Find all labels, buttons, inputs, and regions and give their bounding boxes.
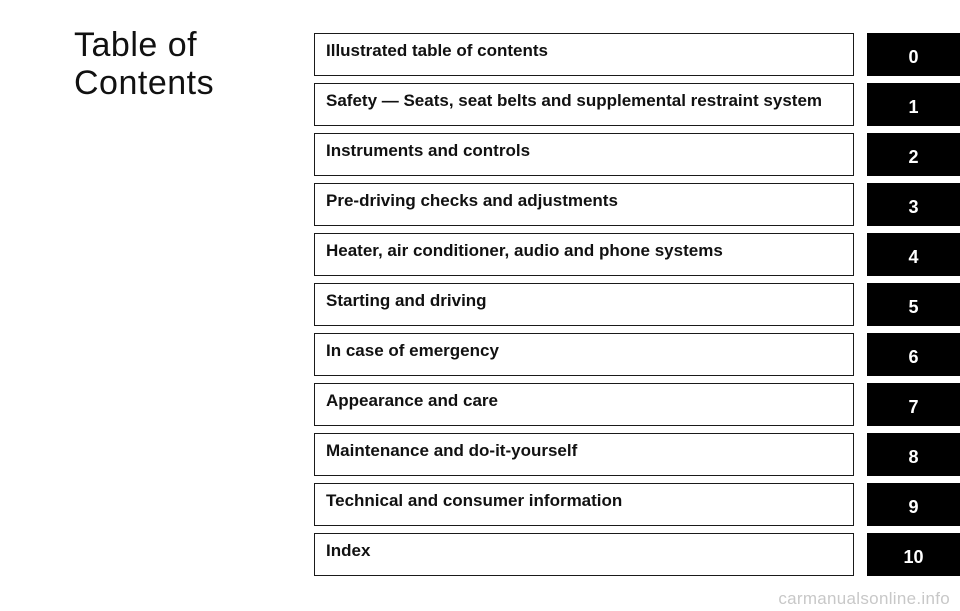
section-tab[interactable]: 1 (867, 83, 960, 126)
toc-row-3[interactable] (314, 183, 960, 226)
toc-entry-box[interactable] (314, 233, 854, 276)
toc-entry-box[interactable] (314, 283, 854, 326)
toc-entry-label: Index (326, 541, 371, 560)
section-tab[interactable]: 10 (867, 533, 960, 576)
toc-gap (854, 383, 867, 426)
toc-entry-box[interactable] (314, 383, 854, 426)
toc-row-9[interactable] (314, 483, 960, 526)
page-title: Table of Contents (74, 26, 215, 102)
toc-gap (854, 83, 867, 126)
watermark: carmanualsonline.info (778, 589, 950, 608)
section-tab[interactable]: 8 (867, 433, 960, 476)
section-tab[interactable]: 4 (867, 233, 960, 276)
toc-gap (854, 283, 867, 326)
toc-entry-label: Maintenance and do-it-yourself (326, 441, 578, 460)
toc-entry-box[interactable] (314, 83, 854, 126)
toc-entry-label: Technical and consumer information (326, 491, 623, 510)
section-tab[interactable]: 6 (867, 333, 960, 376)
toc-gap (854, 483, 867, 526)
toc-entry-label: Instruments and controls (326, 141, 531, 160)
toc-entry-box[interactable] (314, 483, 854, 526)
section-tab[interactable]: 2 (867, 133, 960, 176)
toc-gap (854, 333, 867, 376)
toc-entry-box[interactable] (314, 333, 854, 376)
toc-entry-box[interactable] (314, 33, 854, 76)
section-tab[interactable]: 5 (867, 283, 960, 326)
toc-entry-label: Starting and driving (326, 291, 487, 310)
toc-row-6[interactable] (314, 333, 960, 376)
toc-gap (854, 33, 867, 76)
toc-entry-label: In case of emergency (326, 341, 499, 360)
toc-gap (854, 233, 867, 276)
toc-entry-box[interactable] (314, 133, 854, 176)
toc-entry-box[interactable] (314, 533, 854, 576)
toc-row-7[interactable] (314, 383, 960, 426)
toc-row-2[interactable] (314, 133, 960, 176)
toc-entry-label: Heater, air conditioner, audio and phone systems (326, 241, 723, 260)
section-tab[interactable]: 7 (867, 383, 960, 426)
toc-entry-label: Pre-driving checks and adjustments (326, 191, 618, 210)
toc-gap (854, 133, 867, 176)
toc-row-1[interactable] (314, 83, 960, 126)
toc-row-4[interactable] (314, 233, 960, 276)
section-tab[interactable]: 0 (867, 33, 960, 76)
toc-entry-label: Illustrated table of contents (326, 41, 548, 60)
toc-row-8[interactable] (314, 433, 960, 476)
section-tab[interactable]: 3 (867, 183, 960, 226)
toc-list (314, 33, 960, 583)
toc-entry-box[interactable] (314, 183, 854, 226)
toc-entry-label: Appearance and care (326, 391, 498, 410)
toc-gap (854, 183, 867, 226)
toc-row-10[interactable] (314, 533, 960, 576)
toc-entry-label: Safety — Seats, seat belts and supplemental restraint system (326, 91, 823, 110)
toc-entry-box[interactable] (314, 433, 854, 476)
section-tab[interactable]: 9 (867, 483, 960, 526)
toc-gap (854, 433, 867, 476)
toc-row-5[interactable] (314, 283, 960, 326)
toc-row-0[interactable] (314, 33, 960, 76)
toc-gap (854, 533, 867, 576)
